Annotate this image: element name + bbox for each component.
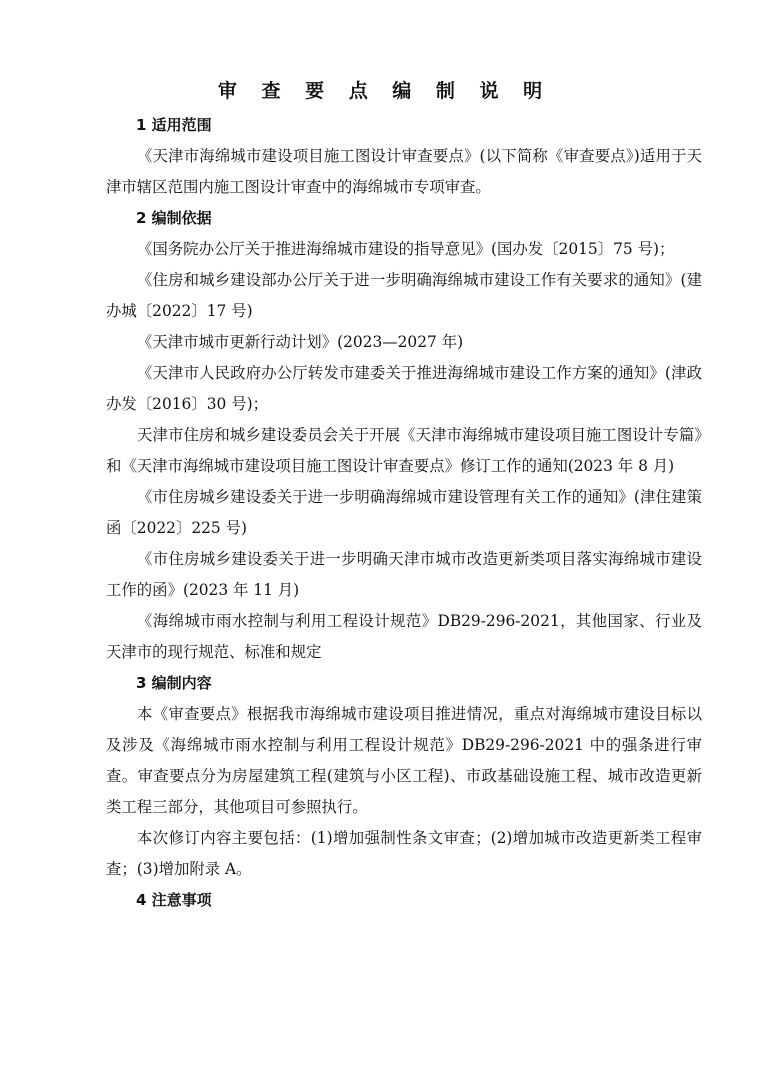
paragraph: 本次修订内容主要包括：(1)增加强制性条文审查；(2)增加城市改造更新类工程审查；(3)增加附录 A。	[106, 829, 702, 878]
section-heading-scope: 1 适用范围	[136, 116, 212, 134]
paragraph: 《天津市城市更新行动计划》(2023—2027 年)	[137, 333, 464, 351]
paragraph: 本《审查要点》根据我市海绵城市建设项目推进情况，重点对海绵城市建设目标以及涉及《海绵城市雨水控制与利用工程设计规范》DB29-296-2021 中的强条进行审查。审查要点分为房屋建筑工程(建筑与小区工程)、市政基础设施工程、城市改造更新类工程三部分，其他项目可参照执行。	[106, 705, 702, 816]
document-body	[106, 110, 702, 916]
section-heading-notes: 4 注意事项	[136, 891, 212, 909]
section-heading-content: 3 编制内容	[136, 674, 212, 692]
section-heading-basis: 2 编制依据	[136, 209, 212, 227]
paragraph: 《住房和城乡建设部办公厅关于进一步明确海绵城市建设工作有关要求的通知》(建办城〔2022〕17 号)	[106, 271, 702, 320]
paragraph: 《市住房城乡建设委关于进一步明确天津市城市改造更新类项目落实海绵城市建设工作的函》(2023 年 11 月)	[106, 550, 702, 599]
paragraph: 《天津市海绵城市建设项目施工图设计审查要点》(以下简称《审查要点》)适用于天津市辖区范围内施工图设计审查中的海绵城市专项审查。	[106, 147, 702, 196]
paragraph: 《市住房城乡建设委关于进一步明确海绵城市建设管理有关工作的通知》(津住建策函〔2022〕225 号)	[106, 488, 702, 537]
paragraph: 天津市住房和城乡建设委员会关于开展《天津市海绵城市建设项目施工图设计专篇》和《天津市海绵城市建设项目施工图设计审查要点》修订工作的通知(2023 年 8 月)	[106, 426, 702, 475]
document-title: 审 查 要 点 编 制 说 明	[217, 80, 552, 102]
paragraph: 《海绵城市雨水控制与利用工程设计规范》DB29-296-2021，其他国家、行业及天津市的现行规范、标准和规定	[106, 612, 702, 661]
paragraph: 《国务院办公厅关于推进海绵城市建设的指导意见》(国办发〔2015〕75 号)；	[137, 240, 675, 258]
paragraph: 《天津市人民政府办公厅转发市建委关于推进海绵城市建设工作方案的通知》(津政办发〔2016〕30 号)；	[106, 364, 702, 413]
